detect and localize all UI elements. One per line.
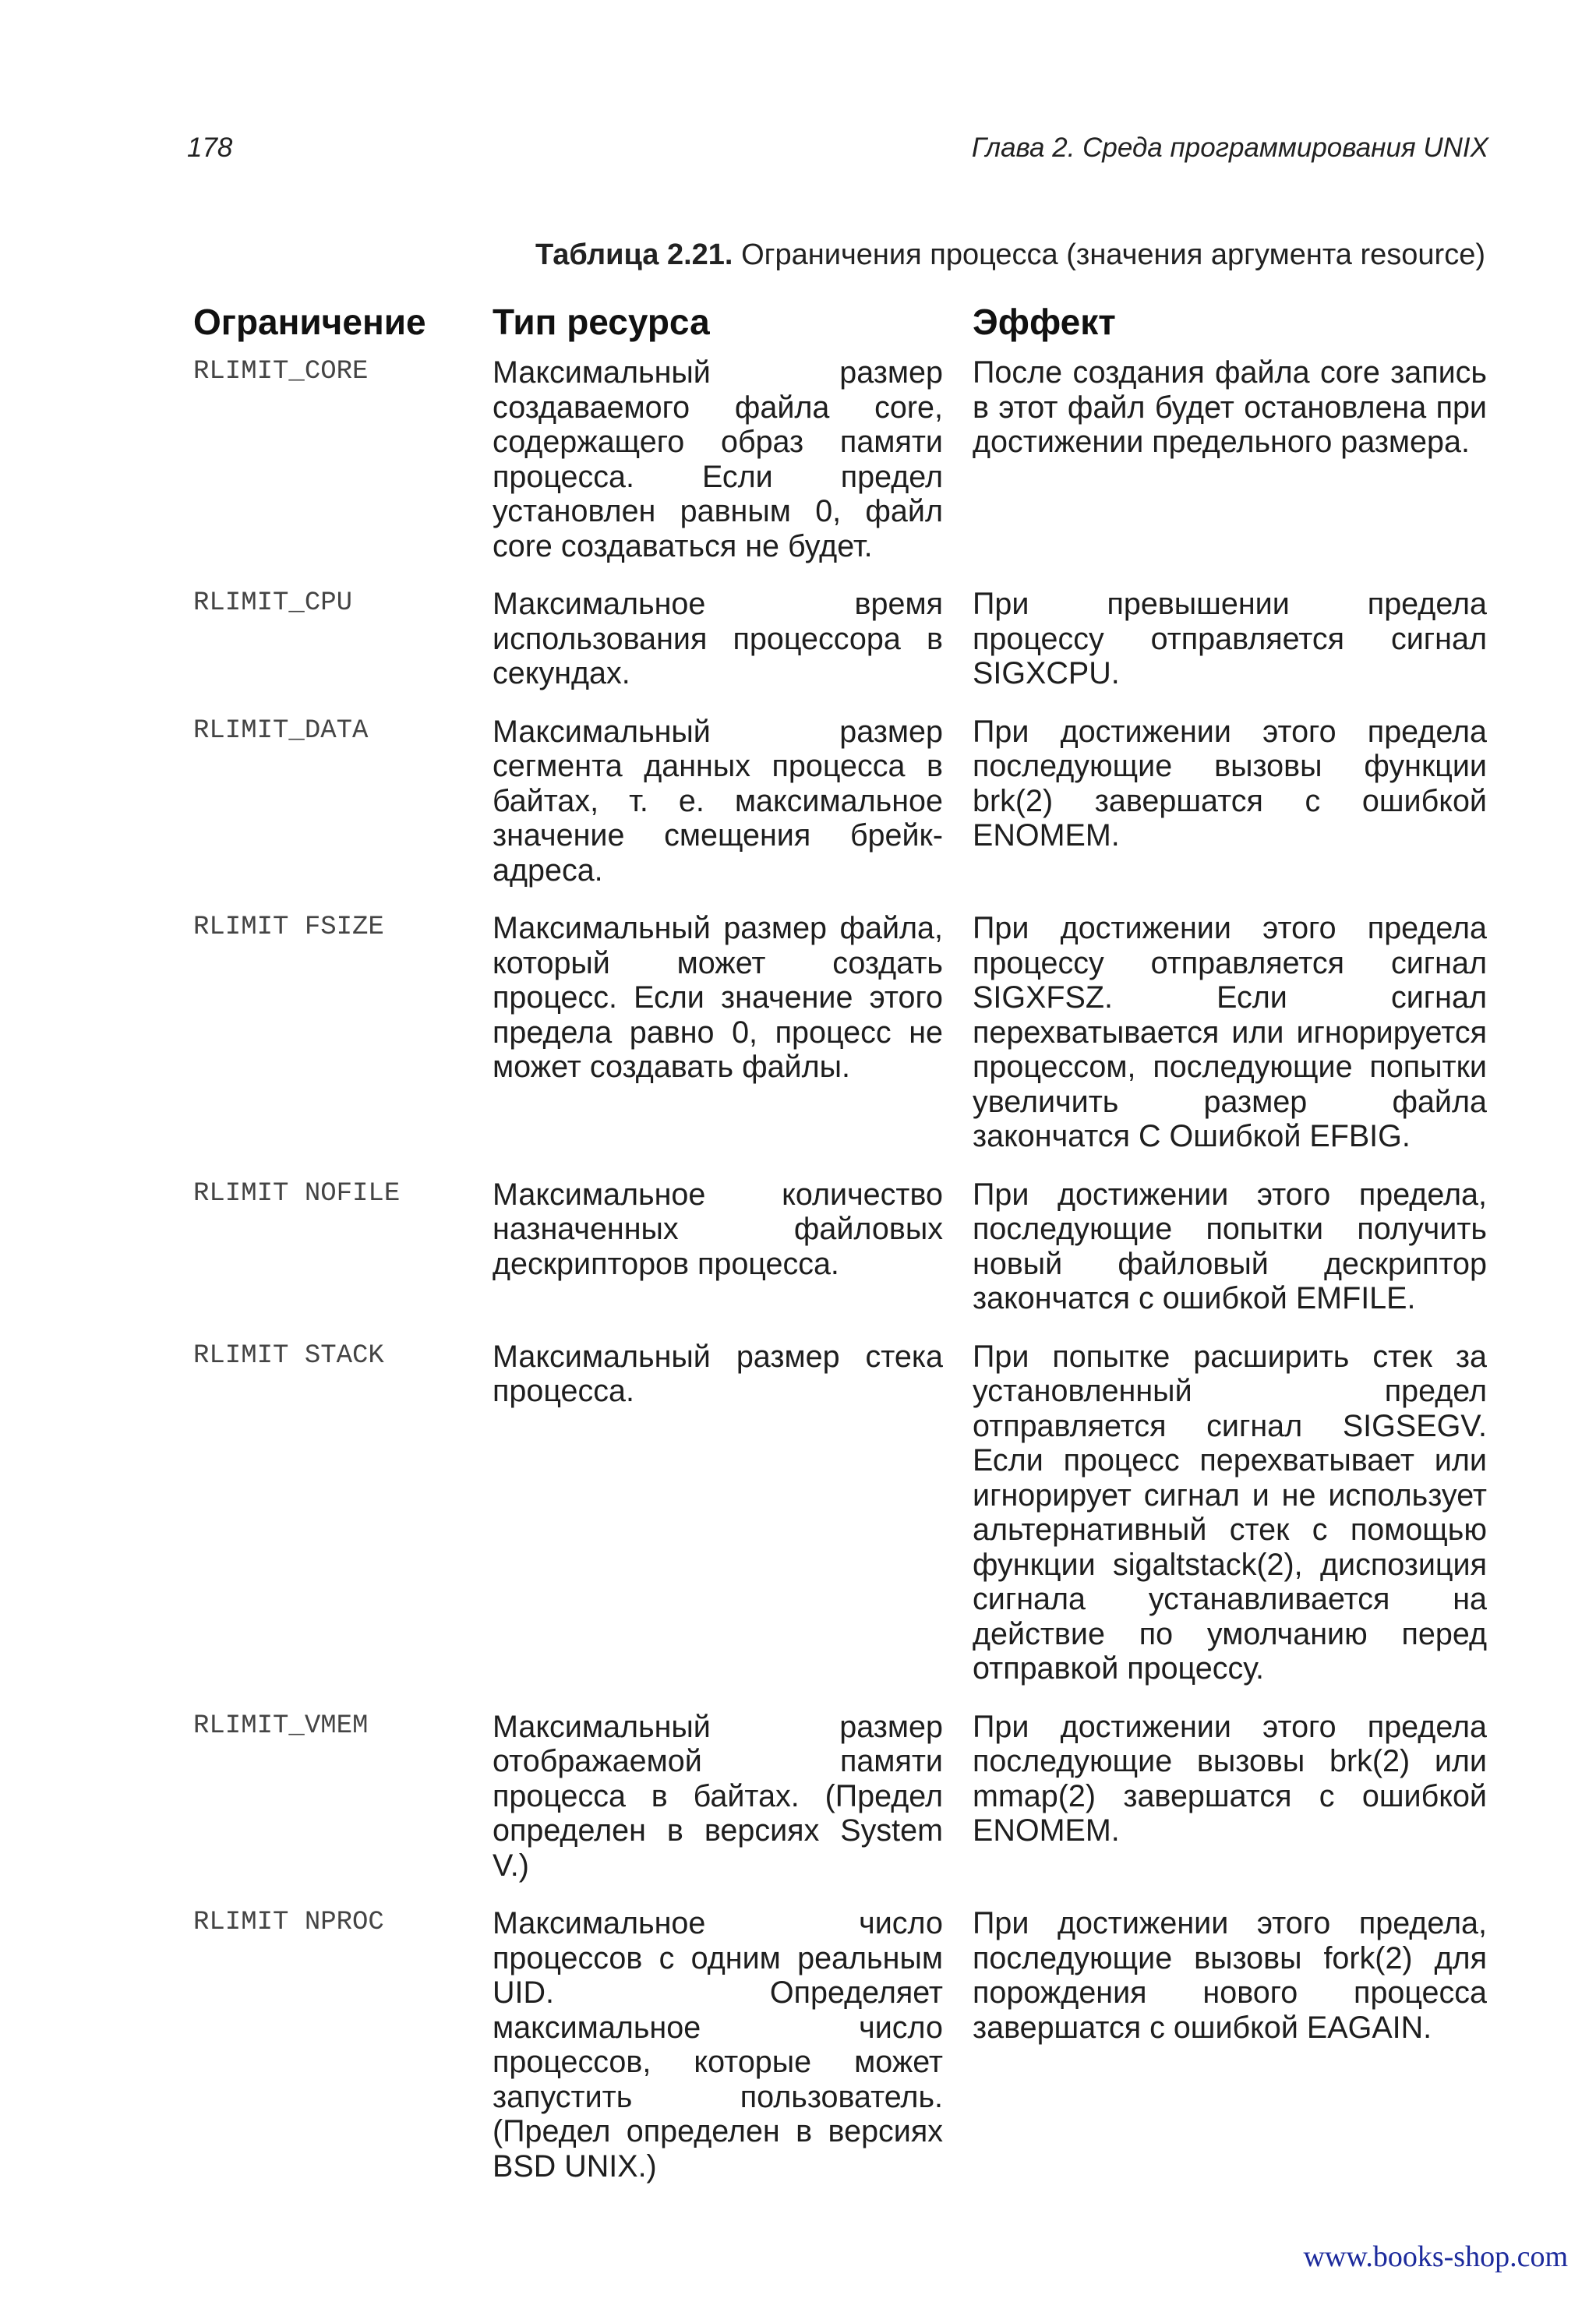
limit-name: RLIMIT FSIZE: [193, 913, 384, 942]
limits-table: [193, 295, 1487, 2201]
table-row: [193, 1333, 1487, 1686]
limit-name: RLIMIT_VMEM: [193, 1711, 369, 1741]
effect: При достижении этого предела процессу отправляется сигнал SIGXFSZ. Если сигнал перехватывается или игнорируется процессом, последующие попытки увеличить размер файла закончатся С Ошибкой EFBIG.: [973, 911, 1487, 1153]
table-row: [193, 1900, 1487, 2184]
limit-name: RLIMIT NPROC: [193, 1908, 384, 1937]
effect: При превышении предела процессу отправляется сигнал SIGXCPU.: [973, 587, 1487, 690]
table-row: [193, 1171, 1487, 1316]
page-number: 178: [187, 132, 233, 163]
table-caption: [535, 238, 1485, 272]
resource-type: Максимальное количество назначенных файловых дескрипторов процесса.: [493, 1177, 943, 1281]
table-row: [193, 708, 1487, 888]
limit-name: RLIMIT_CPU: [193, 588, 353, 618]
column-header-effect: Эффект: [973, 302, 1116, 342]
column-header-resource-type: Тип ресурса: [493, 302, 710, 342]
resource-type: Максимальное число процессов с одним реальным UID. Определяет максимальное число процессов, которые может запустить пользователь. (Предел определен в версиях BSD UNIX.): [493, 1906, 943, 2184]
table-header-row: [193, 295, 1487, 349]
limit-name: RLIMIT_CORE: [193, 357, 369, 387]
resource-type: Максимальный размер создаваемого файла core, содержащего образ памяти процесса. Если предел установлен равным 0, файл core создаваться не будет.: [493, 355, 943, 563]
table-row: [193, 905, 1487, 1154]
limit-name: RLIMIT NOFILE: [193, 1178, 401, 1209]
effect: При попытке расширить стек за установленный предел отправляется сигнал SIGSEGV. Если процесс перехватывает или игнорирует сигнал и не использует альтернативный стек с помощью функции sigaltstack(2), диспозиция сигнала устанавливается на действие по умолчанию перед отправкой процессу.: [973, 1339, 1487, 1686]
effect: При достижении этого предела последующие вызовы функции brk(2) завершатся с ошибкой ENOMEM.: [973, 714, 1487, 853]
table-row: [193, 1704, 1487, 1884]
resource-type: Максимальный размер сегмента данных процесса в байтах, т. е. максимальное значение смещения брейк-адреса.: [493, 714, 943, 888]
footer-url: www.books-shop.com: [1303, 2240, 1568, 2273]
column-header-limit: Ограничение: [193, 302, 426, 342]
resource-type: Максимальное время использования процессора в секундах.: [493, 587, 943, 690]
resource-type: Максимальный размер файла, который может создать процесс. Если значение этого предела равно 0, процесс не может создавать файлы.: [493, 911, 943, 1084]
resource-type: Максимальный размер стека процесса.: [493, 1339, 943, 1408]
effect: При достижении этого предела, последующие вызовы fork(2) для порождения нового процесса завершатся с ошибкой EAGAIN.: [973, 1906, 1487, 2045]
table-row: [193, 349, 1487, 563]
running-head: [187, 132, 1488, 164]
limit-name: RLIMIT_DATA: [193, 715, 369, 746]
table-caption-text: Ограничения процесса (значения аргумента resource): [741, 238, 1485, 271]
effect: При достижении этого предела последующие вызовы brk(2) или mmap(2) завершатся с ошибкой ENOMEM.: [973, 1709, 1487, 1848]
effect: При достижении этого предела, последующие попытки получить новый файловый дескриптор закончатся с ошибкой EMFILE.: [973, 1177, 1487, 1315]
resource-type: Максимальный размер отображаемой памяти процесса в байтах. (Предел определен в версиях System V.): [493, 1709, 943, 1883]
table-row: [193, 581, 1487, 691]
chapter-title: Глава 2. Среда программирования UNIX: [971, 132, 1488, 163]
effect: После создания файла core запись в этот файл будет остановлена при достижении предельного размера.: [973, 355, 1487, 459]
table-number: Таблица 2.21.: [535, 238, 733, 271]
limit-name: RLIMIT STACK: [193, 1340, 384, 1371]
